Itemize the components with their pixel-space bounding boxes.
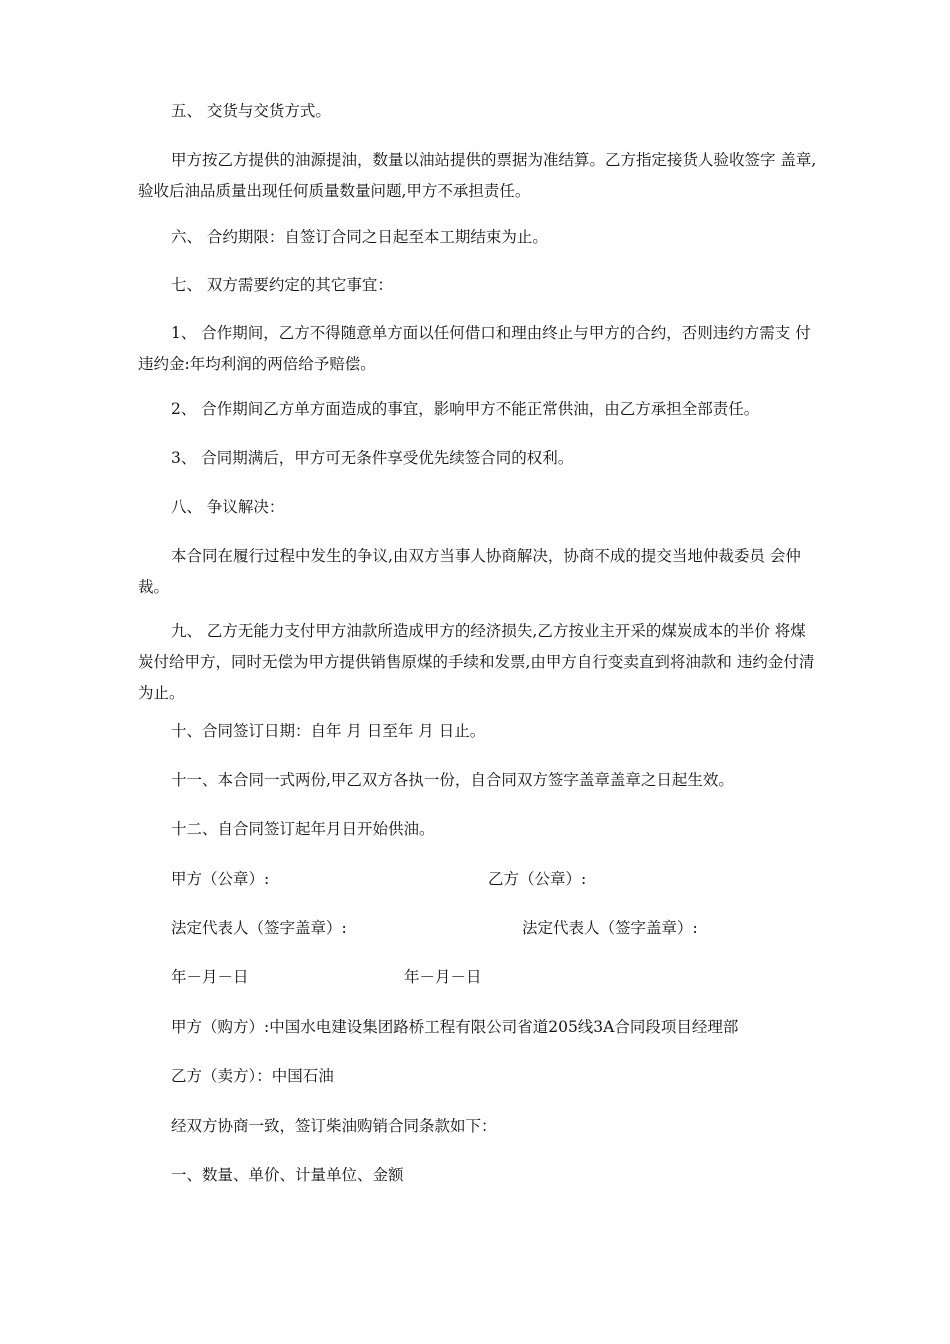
section-1-heading: 一、数量、单价、计量单位、金额 (171, 1166, 404, 1184)
clause-7-item-3: 3、 合同期满后，甲方可无条件享受优先续签合同的权利。 (171, 449, 574, 467)
party-a-representative: 法定代表人（签字盖章）: (171, 919, 347, 937)
agreement-intro: 经双方协商一致，签订柴油购销合同条款如下： (171, 1117, 497, 1135)
clause-5-body: 甲方按乙方提供的油源提油，数量以油站提供的票据为准结算。乙方指定接货人验收签字 盖章,验收后油品质量出现任何质量数量问题,甲方不承担责任。 (138, 151, 817, 200)
date-row (171, 962, 811, 993)
buyer-line: 甲方（购方）:中国水电建设集团路桥工程有限公司省道205线3A合同段项目经理部 (171, 1018, 739, 1036)
party-b-seal: 乙方（公章）: (488, 870, 587, 888)
representative-row (171, 913, 811, 944)
clause-8-body: 本合同在履行过程中发生的争议,由双方当事人协商解决，协商不成的提交当地仲裁委员 会仲裁。 (138, 547, 801, 596)
seal-row (171, 864, 811, 895)
clause-6-term: 六、 合约期限：自签订合同之日起至本工期结束为止。 (171, 228, 548, 246)
clause-8-heading: 八、 争议解决： (171, 498, 285, 516)
party-a-date: 年－月－日 (171, 968, 249, 986)
clause-7-item-1: 1、 合作期间，乙方不得随意单方面以任何借口和理由终止与甲方的合约，否则违约方需支 付违约金:年均利润的两倍给予赔偿。 (138, 324, 811, 373)
clause-9-body: 九、 乙方无能力支付甲方油款所造成甲方的经济损失,乙方按业主开采的煤炭成本的半价 将煤炭付给甲方，同时无偿为甲方提供销售原煤的手续和发票,由甲方自行变卖直到将油款和 违约金付清为止。 (138, 622, 815, 702)
clause-11-copies: 十一、本合同一式两份,甲乙双方各执一份，自合同双方签字盖章盖章之日起生效。 (171, 771, 734, 789)
clause-5-heading: 五、 交货与交货方式。 (171, 102, 331, 120)
clause-10-dates: 十、合同签订日期：自年 月 日至年 月 日止。 (171, 722, 486, 740)
party-a-seal: 甲方（公章）: (171, 870, 270, 888)
clause-7-item-2: 2、 合作期间乙方单方面造成的事宜，影响甲方不能正常供油，由乙方承担全部责任。 (171, 400, 760, 418)
clause-12-supply-start: 十二、自合同签订起年月日开始供油。 (171, 820, 435, 838)
clause-7-heading: 七、 双方需要约定的其它事宜： (171, 276, 393, 294)
party-b-representative: 法定代表人（签字盖章）: (522, 919, 698, 937)
party-b-date: 年－月－日 (404, 968, 482, 986)
seller-line: 乙方（卖方）：中国石油 (171, 1067, 334, 1085)
